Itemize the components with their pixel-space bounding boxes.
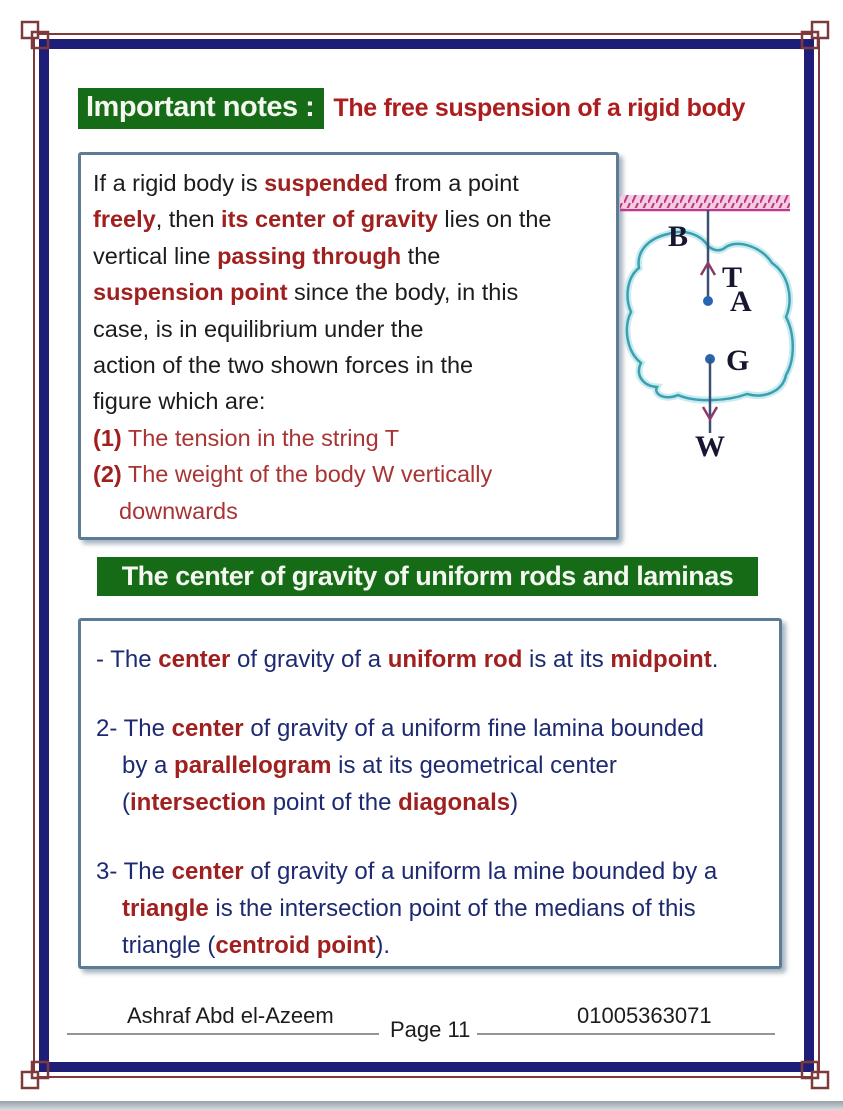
- text-segment: of gravity of a: [230, 646, 388, 673]
- text-line: [93, 165, 604, 201]
- text-segment: The tension in the string T: [121, 424, 400, 451]
- text-segment: center: [171, 715, 244, 742]
- text-line: [93, 274, 604, 310]
- text-segment: figure which are:: [93, 388, 266, 415]
- text-segment: lies on the: [437, 206, 552, 233]
- text-segment: since the body, in this: [287, 279, 519, 306]
- paragraph: [96, 710, 764, 821]
- important-notes-label: Important notes :: [78, 88, 324, 129]
- text-segment: centroid point: [215, 932, 376, 959]
- text-line: [96, 890, 764, 927]
- text-line: [93, 420, 604, 456]
- rods-laminas-box: [78, 618, 782, 969]
- text-line: [96, 710, 764, 747]
- text-segment: suspended: [264, 170, 389, 196]
- text-segment: downwards: [119, 497, 238, 524]
- text-segment: the: [401, 242, 441, 269]
- point-a-dot: [703, 296, 713, 306]
- corner-ornament-bottom-left: [20, 1056, 54, 1090]
- text-segment: by a: [122, 752, 175, 779]
- text-segment: triangle (: [122, 932, 216, 959]
- text-segment: midpoint: [610, 646, 712, 673]
- text-segment: 2- The: [96, 715, 172, 742]
- text-line: [93, 456, 604, 492]
- text-line: [93, 311, 604, 347]
- text-segment: diagonals: [398, 789, 511, 816]
- label-w: W: [695, 430, 725, 462]
- text-segment: The weight of the body W vertically: [121, 461, 493, 488]
- text-segment: suspension point: [93, 279, 288, 306]
- text-segment: case, is in equilibrium under the: [93, 315, 424, 342]
- text-line: [93, 347, 604, 383]
- text-segment: is the intersection point of the medians of this: [208, 895, 696, 922]
- label-t: T: [722, 261, 743, 294]
- section-banner: The center of gravity of uniform rods and laminas: [97, 557, 758, 596]
- scan-edge-strip: [0, 1101, 843, 1110]
- text-segment: parallelogram: [174, 752, 332, 779]
- page-number: Page 11: [390, 1017, 471, 1042]
- text-line: [93, 201, 604, 237]
- text-segment: center: [171, 858, 244, 885]
- corner-ornament-bottom-right: [796, 1056, 830, 1090]
- label-a: A: [730, 285, 752, 318]
- text-segment: is at its: [522, 646, 611, 673]
- text-segment: its center of gravity: [221, 206, 438, 233]
- text-segment: , then: [155, 206, 222, 233]
- text-segment: ): [510, 789, 519, 816]
- text-line: [93, 493, 604, 529]
- phone-number: 01005363071: [577, 1003, 712, 1028]
- text-segment: (: [122, 789, 130, 816]
- footer-rule-right: [477, 1033, 775, 1035]
- text-segment: - The: [96, 646, 159, 673]
- corner-ornament-top-right: [796, 20, 830, 54]
- text-segment: is at its geometrical center: [331, 752, 617, 779]
- text-segment: intersection: [130, 789, 267, 816]
- page-footer: [65, 1002, 780, 1052]
- text-segment: (2): [93, 461, 122, 488]
- text-segment: action of the two shown forces in the: [93, 352, 474, 379]
- text-segment: freely: [93, 206, 156, 233]
- text-segment: ).: [375, 932, 391, 959]
- text-segment: (1): [93, 424, 122, 451]
- ceiling-hatch: [620, 195, 790, 208]
- text-segment: .: [711, 646, 719, 673]
- label-b: B: [668, 220, 689, 253]
- text-segment: point of the: [266, 789, 399, 816]
- text-segment: triangle: [122, 895, 209, 922]
- text-line: [93, 238, 604, 274]
- author-name: Ashraf Abd el-Azeem: [127, 1003, 334, 1028]
- text-segment: of gravity of a uniform fine lamina bounded: [243, 715, 704, 742]
- label-g: G: [726, 344, 750, 377]
- text-segment: from a point: [388, 170, 519, 196]
- suspended-body-figure: [616, 190, 796, 462]
- page-title: The free suspension of a rigid body: [333, 94, 746, 122]
- text-segment: 3- The: [96, 858, 172, 885]
- suspension-notes-box: [78, 152, 619, 540]
- page-header: [78, 88, 745, 129]
- paragraph: [96, 641, 764, 678]
- text-line: [96, 747, 764, 784]
- text-line: [96, 927, 764, 964]
- text-segment: center: [158, 646, 231, 673]
- text-segment: of gravity of a uniform la mine bounded by a: [243, 858, 718, 885]
- text-line: [96, 784, 764, 821]
- text-line: [93, 383, 604, 419]
- text-segment: vertical line: [93, 242, 218, 269]
- corner-ornament-top-left: [20, 20, 54, 54]
- paragraph: [96, 853, 764, 964]
- text-line: [96, 641, 764, 678]
- text-segment: uniform rod: [387, 646, 523, 673]
- text-segment: If a rigid body is: [93, 170, 265, 196]
- text-segment: passing through: [217, 242, 402, 269]
- footer-rule-left: [67, 1033, 379, 1035]
- text-line: [96, 853, 764, 890]
